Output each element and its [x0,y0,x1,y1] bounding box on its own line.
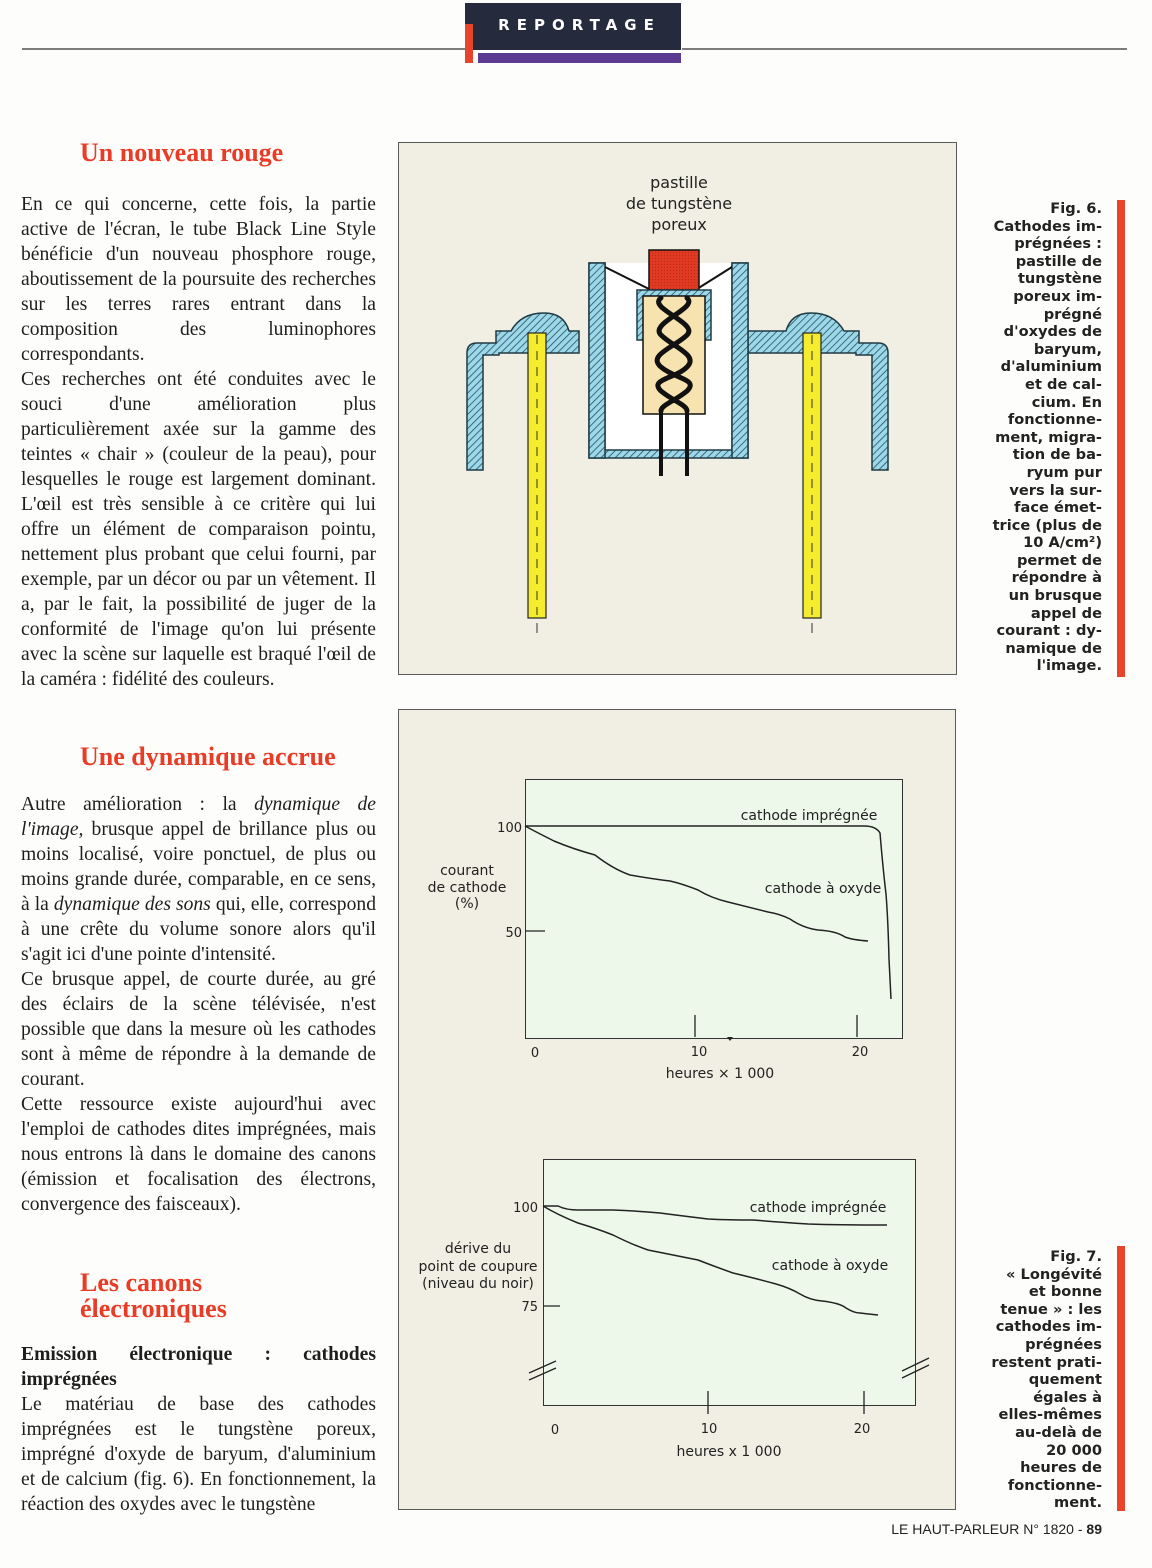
chart-1-plot [398,709,954,1109]
label-tungstene: de tungstène [625,194,733,213]
tungsten-pellet [649,250,699,290]
svg-text:point de coupure: point de coupure [418,1259,538,1275]
svg-text:20: 20 [853,1422,871,1437]
heading-dynamique-accrue: Une dynamique accrue [80,742,336,771]
svg-text:0: 0 [530,1046,540,1061]
paragraph: Le matériau de base des cathodes imprégnées est le tungstène poreux, imprégné d'oxyde de baryum, d'aluminium et de calcium (fig. 6). En fonctionnement, la réaction des oxydes avec le tungstène [21,1394,376,1515]
header-rule-right [682,48,1127,50]
impregnated-cathode-diagram [399,143,956,674]
svg-text:0: 0 [550,1423,560,1438]
svg-text:cathode imprégnée: cathode imprégnée [749,1200,887,1216]
series-cathode-impregnee [525,826,891,999]
caption-accent-bar [1117,200,1125,677]
figure-6-diagram [398,142,957,675]
paragraph: Ce brusque appel, de courte durée, au gré des éclairs de la scène télévisée, n'est possible que dans la mesure où les cathodes sont à même de répondre à la demande de courant. [21,969,376,1090]
figure-7-caption: Fig. 7. « Longévité et bonne tenue » : les cathodes im- prégnées restent prati- quement égales à elles-mêmes au-delà de 20 000 heures de fonctionne- ment. [991,1248,1102,1512]
chart-2-plot [398,1109,954,1509]
svg-text:75: 75 [521,1300,538,1315]
svg-text:cathode à oxyde: cathode à oxyde [764,881,882,897]
paragraph: En ce qui concerne, cette fois, la partie active de l'écran, le tube Black Line Style bénéficie d'un nouveau phosphore rouge, aboutissement de la poursuite des recherches sur les terres rares entrant dans la composition des luminophores correspondants. [21,194,376,365]
subheading-emission: Emission électronique : cathodes imprégnées [21,1344,376,1390]
heading-nouveau-rouge: Un nouveau rouge [80,138,284,167]
svg-text:dérive du: dérive du [444,1241,512,1257]
svg-text:cathode imprégnée: cathode imprégnée [740,808,878,824]
svg-text:(%): (%) [454,896,480,912]
page-number: 89 [1086,1521,1102,1537]
svg-text:100: 100 [513,1201,538,1216]
svg-text:10: 10 [700,1422,718,1437]
section-dynamique-accrue [21,792,376,1217]
paragraph: Autre amélioration : la dynamique de l'image, brusque appel de brillance plus ou moins localisé, voire ponctuel, de plus ou moins grande durée, comparable, en ce sens, à la dynamique des sons qui, elle, correspond à une crête du volume sonore alors qu'il s'agit ici d'une pointe d'intensité. [21,794,376,965]
svg-text:heures x 1 000: heures x 1 000 [676,1444,782,1460]
svg-text:courant: courant [440,863,494,879]
svg-text:50: 50 [505,926,522,941]
paragraph: Cette ressource existe aujourd'hui avec l'emploi de cathodes dites imprégnées, mais nous entrons là dans le domaine des canons (émission et focalisation des électrons, convergence des faisceaux). [21,1094,376,1215]
section-nouveau-rouge [21,192,376,692]
banner-purple-accent [478,53,681,63]
svg-text:heures × 1 000: heures × 1 000 [665,1066,775,1082]
page-footer: LE HAUT-PARLEUR N° 1820 - 89 [891,1521,1102,1537]
svg-text:de cathode: de cathode [427,880,507,896]
header-rule-left [22,48,465,50]
label-pastille: pastille [650,173,708,192]
svg-text:cathode à oxyde: cathode à oxyde [771,1258,889,1274]
svg-text:100: 100 [497,821,522,836]
caption-accent-bar [1117,1246,1125,1511]
banner-red-accent [465,24,473,63]
section-canons-electroniques [21,1342,376,1517]
figure-6-caption: Fig. 6. Cathodes im- prégnées : pastille de tungstène poreux im- prégné d'oxydes de baryum, d'aluminium et de cal- cium. En fonctionne- ment, migra- tion de ba- ryum pur vers la sur- face émet- trice (plus de 10 A/cm²) permet de répondre à un brusque appel de courant : dy- namique de l'image. [992,200,1102,675]
section-label: REPORTAGE [498,16,661,34]
heading-canons-electroniques: Les canons électroniques [80,1268,227,1323]
paragraph: Ces recherches ont été conduites avec le souci d'une amélioration plus particulièrement axée sur la gamme des teintes « chair » (couleur de la peau), pour lesquelles le rouge est largement dominant. L'œil est très sensible à ce critère qui lui offre un élément de comparaison pointu, nettement plus probant que celui fourni, par exemple, par un décor ou par un vêtement. Il a, par le fait, la possibilité de juger de la conformité de l'image qu'on lui présente avec la scène sur laquelle est braqué l'œil de la caméra : fidélité des couleurs. [21,369,376,690]
svg-text:10: 10 [690,1045,708,1060]
label-poreux: poreux [651,215,707,234]
svg-text:(niveau du noir): (niveau du noir) [422,1276,534,1292]
svg-text:20: 20 [851,1045,869,1060]
